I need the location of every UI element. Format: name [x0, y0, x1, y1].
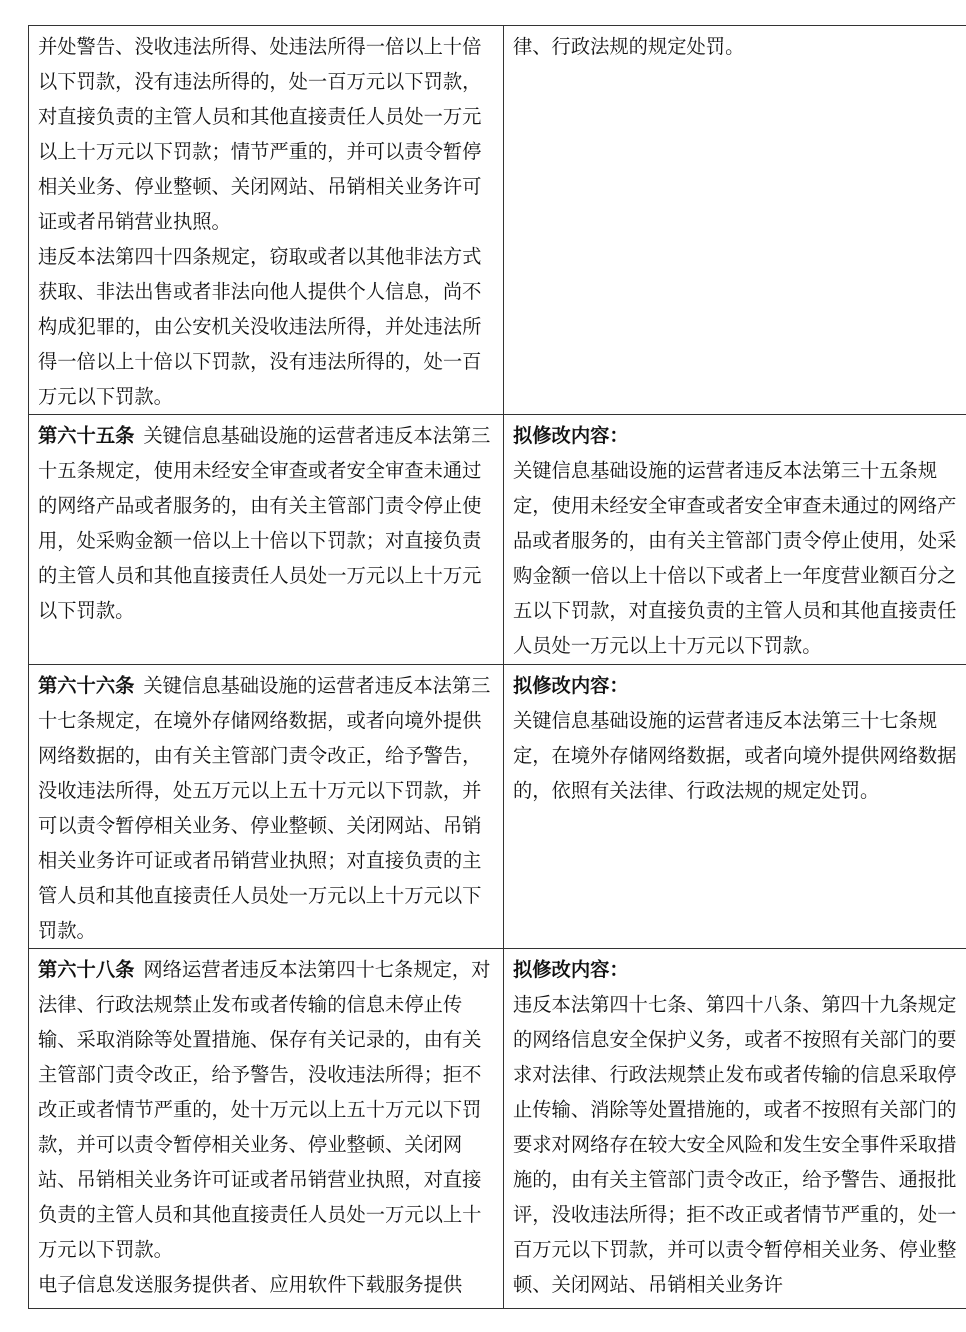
paragraph: 关键信息基础设施的运营者违反本法第三十五条规定，使用未经安全审查或者安全审查未通过的网络产品或者服务的，由有关主管部门责令停止使用，处采购金额一倍以上十倍以下或者上一年度营业额百分之五以下罚款，对直接负责的主管人员和其他直接责任人员处一万元以上十万元以下罚款。 — [513, 459, 957, 657]
revised-text-cell — [504, 665, 966, 949]
revised-text-cell — [504, 949, 966, 1309]
revision-label: 拟修改内容： — [513, 674, 629, 697]
revision-label: 拟修改内容： — [513, 958, 629, 981]
paragraph: 违反本法第四十四条规定，窃取或者以其他非法方式获取、非法出售或者非法向他人提供个人信息，尚不构成犯罪的，由公安机关没收违法所得，并处违法所得一倍以上十倍以下罚款，没有违法所得的，处一百万元以下罚款。 — [38, 245, 482, 408]
paragraph: 并处警告、没收违法所得、处违法所得一倍以上十倍以下罚款，没有违法所得的，处一百万元以下罚款，对直接负责的主管人员和其他直接责任人员处一万元以上十万元以下罚款；情节严重的，并可以责令暂停相关业务、停业整顿、关闭网站、吊销相关业务许可证或者吊销营业执照。 — [38, 35, 482, 233]
paragraph: 违反本法第四十七条、第四十八条、第四十九条规定的网络信息安全保护义务，或者不按照有关部门的要求对法律、行政法规禁止发布或者传输的信息采取停止传输、消除等处置措施的，或者不按照有关部门的要求对网络存在较大安全风险和发生安全事件采取措施的，由有关主管部门责令改正，给予警告、通报批评，没收违法所得；拒不改正或者情节严重的，处一百万元以下罚款，并可以责令暂停相关业务、停业整顿、关闭网站、吊销相关业务许 — [513, 993, 957, 1296]
table-row — [29, 415, 966, 665]
paragraph — [38, 668, 493, 948]
comparison-table — [28, 25, 966, 1309]
paragraph — [38, 952, 493, 1267]
article-text: 网络运营者违反本法第四十七条规定，对法律、行政法规禁止发布或者传输的信息未停止传输、采取消除等处置措施、保存有关记录的，由有关主管部门责令改正，给予警告，没收违法所得；拒不改正或者情节严重的，处十万元以上五十万元以下罚款，并可以责令暂停相关业务、停业整顿、关闭网站、吊销相关业务许可证或者吊销营业执照，对直接负责的主管人员和其他直接责任人员处一万元以上十万元以下罚款。 — [38, 958, 491, 1261]
article-text: 关键信息基础设施的运营者违反本法第三十七条规定，在境外存储网络数据，或者向境外提供网络数据的，由有关主管部门责令改正，给予警告，没收违法所得，处五万元以上五十万元以下罚款，并可以责令暂停相关业务、停业整顿、关闭网站、吊销相关业务许可证或者吊销营业执照；对直接负责的主管人员和其他直接责任人员处一万元以上十万元以下罚款。 — [38, 674, 491, 942]
revised-text-cell — [504, 26, 966, 415]
paragraph: 电子信息发送服务提供者、应用软件下载服务提供 — [38, 1273, 463, 1296]
article-number: 第六十八条 — [38, 958, 135, 981]
revised-text-cell — [504, 415, 966, 665]
revision-label: 拟修改内容： — [513, 424, 629, 447]
article-number: 第六十六条 — [38, 674, 135, 697]
article-text: 关键信息基础设施的运营者违反本法第三十五条规定，使用未经安全审查或者安全审查未通过的网络产品或者服务的，由有关主管部门责令停止使用，处采购金额一倍以上十倍以下罚款；对直接负责的主管人员和其他直接责任人员处一万元以上十万元以下罚款。 — [38, 424, 491, 622]
original-text-cell — [29, 949, 504, 1309]
paragraph: 关键信息基础设施的运营者违反本法第三十七条规定，在境外存储网络数据，或者向境外提供网络数据的，依照有关法律、行政法规的规定处罚。 — [513, 709, 957, 802]
original-text-cell — [29, 665, 504, 949]
original-text-cell — [29, 26, 504, 415]
original-text-cell — [29, 415, 504, 665]
table-row — [29, 665, 966, 949]
paragraph: 律、行政法规的规定处罚。 — [513, 35, 745, 58]
paragraph — [38, 418, 493, 628]
comparison-table-page — [28, 25, 957, 1309]
article-number: 第六十五条 — [38, 424, 135, 447]
table-row — [29, 949, 966, 1309]
table-row — [29, 26, 966, 415]
